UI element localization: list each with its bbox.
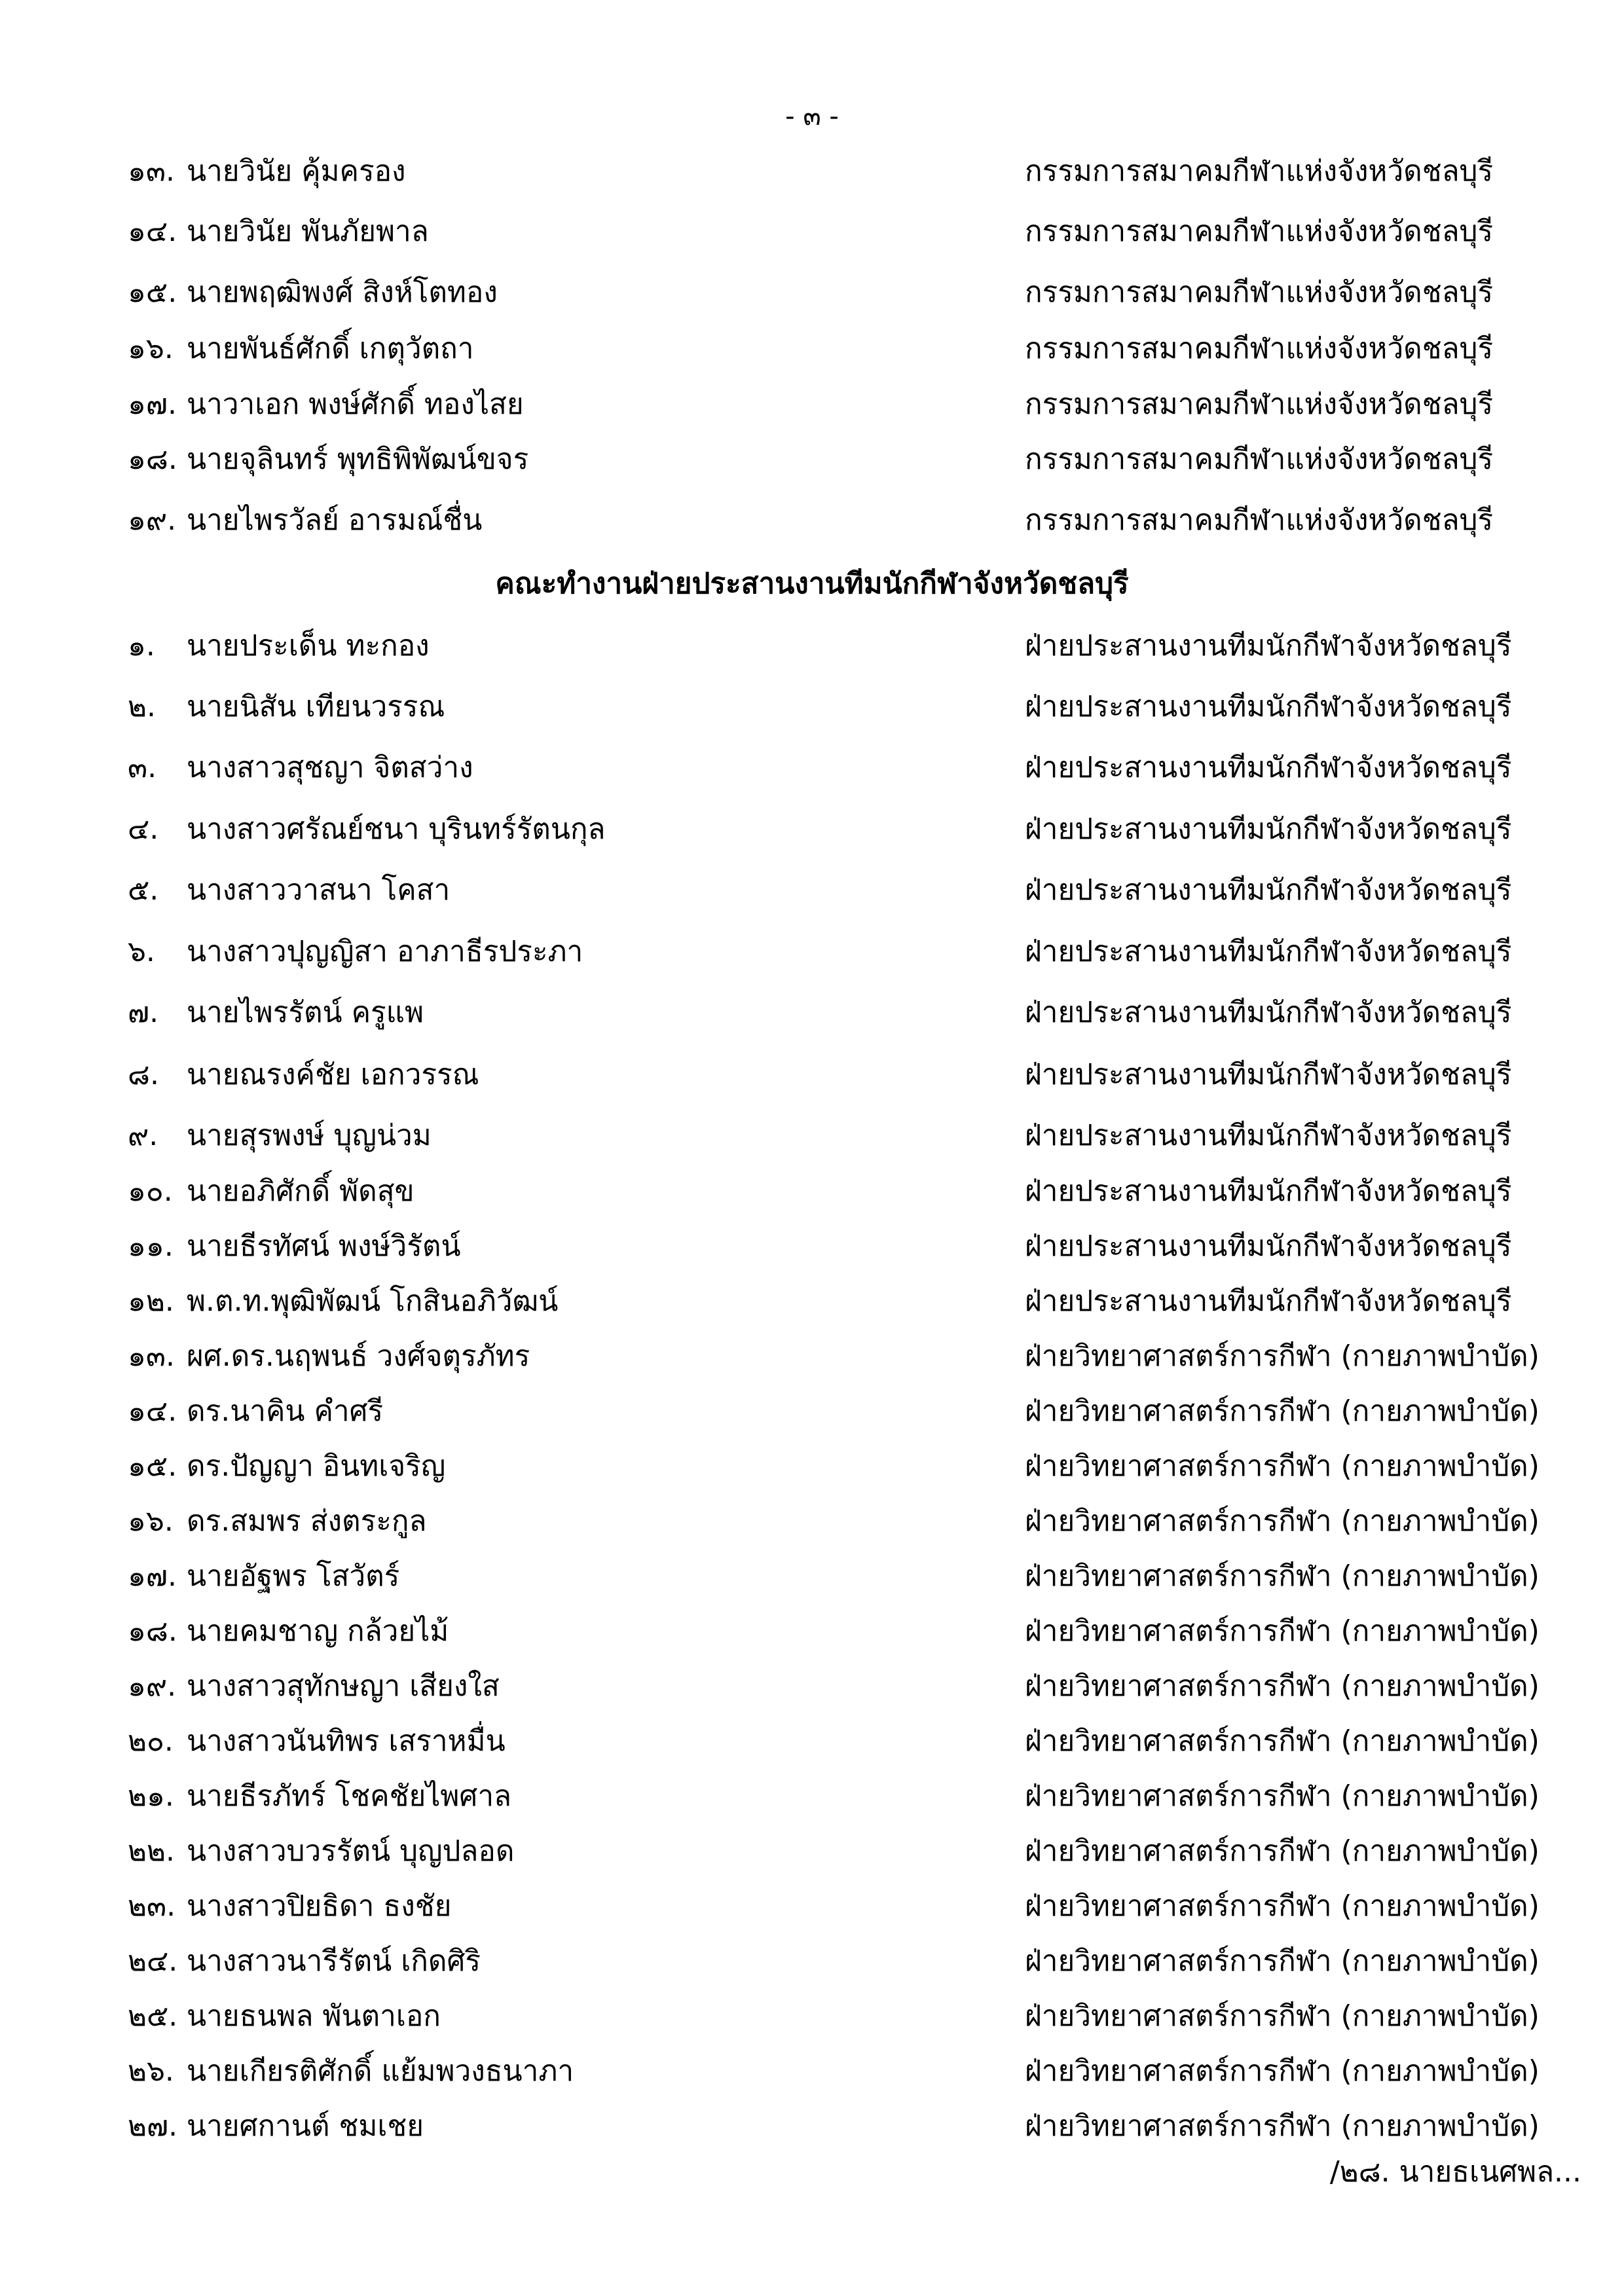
section-heading: คณะทำงานฝ่ายประสานงานทีมนักกีฬาจังหวัดชลบุรี (495, 567, 1129, 600)
item-number: ๑๘. (128, 443, 177, 476)
person-role: ฝ่ายวิทยาศาสตร์การกีฬา (กายภาพบำบัด) (1025, 1889, 1540, 1923)
item-number: ๒๓. (128, 1889, 176, 1923)
person-name: นางสาวปิยธิดา ธงชัย (187, 1889, 452, 1923)
item-number: ๘. (128, 1058, 159, 1091)
item-number: ๕. (128, 873, 159, 907)
item-number: ๑๓. (128, 155, 175, 188)
person-role: ฝ่ายประสานงานทีมนักกีฬาจังหวัดชลบุรี (1025, 1119, 1512, 1152)
list-item (0, 627, 1624, 666)
item-number: ๒๑. (128, 1779, 174, 1813)
list-item (0, 501, 1624, 540)
list-item (0, 1227, 1624, 1266)
person-role: กรรมการสมาคมกีฬาแห่งจังหวัดชลบุรี (1025, 443, 1494, 476)
page-number: - ๓ - (785, 101, 839, 132)
person-role: ฝ่ายประสานงานทีมนักกีฬาจังหวัดชลบุรี (1025, 935, 1512, 968)
list-item (0, 1447, 1624, 1486)
item-number: ๑๐. (128, 1175, 173, 1208)
item-number: ๑๕. (128, 1449, 177, 1483)
person-role: ฝ่ายวิทยาศาสตร์การกีฬา (กายภาพบำบัด) (1025, 1559, 1540, 1593)
person-name: นายสุรพงษ์ บุญน่วม (187, 1119, 432, 1152)
list-item (0, 329, 1624, 369)
person-role: กรรมการสมาคมกีฬาแห่งจังหวัดชลบุรี (1025, 276, 1494, 309)
list-item (0, 1172, 1624, 1211)
person-role: ฝ่ายประสานงานทีมนักกีฬาจังหวัดชลบุรี (1025, 812, 1512, 846)
person-role: ฝ่ายวิทยาศาสตร์การกีฬา (กายภาพบำบัด) (1025, 1339, 1540, 1373)
person-role: ฝ่ายวิทยาศาสตร์การกีฬา (กายภาพบำบัด) (1025, 1394, 1540, 1428)
item-number: ๒๕. (128, 1999, 178, 2033)
item-number: ๑๙. (128, 1669, 177, 1703)
item-number: ๑๘. (128, 1614, 177, 1648)
item-number: ๑๗. (128, 1559, 177, 1593)
person-role: ฝ่ายวิทยาศาสตร์การกีฬา (กายภาพบำบัด) (1025, 1779, 1540, 1813)
item-number: ๑๑. (128, 1230, 174, 1263)
list-item (0, 2052, 1624, 2091)
item-number: ๑๖. (128, 332, 174, 365)
person-role: ฝ่ายวิทยาศาสตร์การกีฬา (กายภาพบำบัด) (1025, 1724, 1540, 1758)
person-name: นางสาวสุชญา จิตสว่าง (187, 751, 473, 784)
item-number: ๙. (128, 1119, 158, 1152)
person-role: กรรมการสมาคมกีฬาแห่งจังหวัดชลบุรี (1025, 388, 1494, 421)
person-role: กรรมการสมาคมกีฬาแห่งจังหวัดชลบุรี (1025, 503, 1494, 537)
person-role: ฝ่ายวิทยาศาสตร์การกีฬา (กายภาพบำบัด) (1025, 2109, 1540, 2143)
list-item (0, 1942, 1624, 1981)
person-name: นายณรงค์ชัย เอกวรรณ (187, 1058, 479, 1091)
item-number: ๒๔. (128, 1944, 178, 1978)
list-item (0, 2107, 1624, 2146)
person-name: นายอัฐพร โสวัตร์ (187, 1559, 400, 1593)
person-name: นายประเด็น ทะกอง (187, 629, 430, 663)
list-item (0, 1392, 1624, 1431)
item-number: ๒๖. (128, 2054, 174, 2088)
person-name: นางสาววาสนา โคสา (187, 873, 451, 907)
list-item (0, 152, 1624, 191)
list-item (0, 1997, 1624, 2036)
person-name: ดร.ปัญญา อินทเจริญ (187, 1449, 446, 1483)
person-name: นายวินัย พันภัยพาล (187, 215, 429, 248)
person-role: ฝ่ายประสานงานทีมนักกีฬาจังหวัดชลบุรี (1025, 629, 1512, 663)
person-role: ฝ่ายวิทยาศาสตร์การกีฬา (กายภาพบำบัด) (1025, 1834, 1540, 1868)
person-role: ฝ่ายวิทยาศาสตร์การกีฬา (กายภาพบำบัด) (1025, 1999, 1540, 2033)
person-name: นายอภิศักดิ์ พัดสุข (187, 1175, 415, 1208)
list-item (0, 1055, 1624, 1095)
person-name: นายธนพล พันตาเอก (187, 1999, 441, 2033)
person-role: ฝ่ายประสานงานทีมนักกีฬาจังหวัดชลบุรี (1025, 996, 1512, 1029)
item-number: ๒. (128, 690, 156, 723)
person-name: นางสาวศรัณย์ชนา บุรินทร์รัตนกุล (187, 812, 606, 846)
person-name: นายศกานต์ ชมเชย (187, 2109, 424, 2143)
list-item (0, 1832, 1624, 1871)
item-number: ๑๗. (128, 388, 177, 421)
person-name: นางสาวบวรรัตน์ บุญปลอด (187, 1834, 515, 1868)
person-name: ดร.นาคิน คำศรี (187, 1394, 384, 1428)
list-item (0, 687, 1624, 727)
person-name: นายธีรทัศน์ พงษ์วิรัตน์ (187, 1230, 461, 1263)
list-item (0, 385, 1624, 424)
person-name: นายเกียรติศักดิ์ แย้มพวงธนาภา (187, 2054, 574, 2088)
person-name: นายธีรภัทร์ โชคชัยไพศาล (187, 1779, 511, 1813)
person-name: นายไพรรัตน์ ครูแพ (187, 996, 424, 1029)
list-item (0, 212, 1624, 251)
person-role: กรรมการสมาคมกีฬาแห่งจังหวัดชลบุรี (1025, 215, 1494, 248)
person-name: นายไพรวัลย์ อารมณ์ชื่น (187, 503, 483, 537)
item-number: ๑. (128, 629, 155, 663)
person-role: ฝ่ายประสานงานทีมนักกีฬาจังหวัดชลบุรี (1025, 690, 1512, 723)
person-name: นายคมชาญ กล้วยไม้ (187, 1614, 449, 1648)
person-role: ฝ่ายประสานงานทีมนักกีฬาจังหวัดชลบุรี (1025, 1175, 1512, 1208)
list-item (0, 810, 1624, 849)
item-number: ๑๔. (128, 1394, 177, 1428)
person-role: ฝ่ายประสานงานทีมนักกีฬาจังหวัดชลบุรี (1025, 1285, 1512, 1318)
person-name: นายจุลินทร์ พุทธิพิพัฒน์ขจร (187, 443, 529, 476)
list-item (0, 1612, 1624, 1651)
item-number: ๔. (128, 812, 159, 846)
list-item (0, 273, 1624, 312)
list-item (0, 1887, 1624, 1926)
person-name: นางสาวสุทักษญา เสียงใส (187, 1669, 500, 1703)
person-name: นางสาวปุญญิสา อาภาธีรประภา (187, 935, 583, 968)
item-number: ๒๗. (128, 2109, 178, 2143)
item-number: ๖. (128, 935, 155, 968)
person-role: ฝ่ายวิทยาศาสตร์การกีฬา (กายภาพบำบัด) (1025, 1449, 1540, 1483)
person-name: ดร.สมพร ส่งตระกูล (187, 1504, 427, 1538)
person-role: ฝ่ายวิทยาศาสตร์การกีฬา (กายภาพบำบัด) (1025, 1669, 1540, 1703)
list-item (0, 1667, 1624, 1706)
item-number: ๗. (128, 996, 159, 1029)
list-item (0, 440, 1624, 479)
person-name: นายนิสัน เทียนวรรณ (187, 690, 445, 723)
list-item (0, 1722, 1624, 1761)
person-role: ฝ่ายวิทยาศาสตร์การกีฬา (กายภาพบำบัด) (1025, 2054, 1540, 2088)
person-role: ฝ่ายประสานงานทีมนักกีฬาจังหวัดชลบุรี (1025, 873, 1512, 907)
list-item (0, 748, 1624, 788)
person-role: ฝ่ายประสานงานทีมนักกีฬาจังหวัดชลบุรี (1025, 751, 1512, 784)
person-role: ฝ่ายวิทยาศาสตร์การกีฬา (กายภาพบำบัด) (1025, 1504, 1540, 1538)
list-item (0, 1557, 1624, 1596)
person-role: ฝ่ายประสานงานทีมนักกีฬาจังหวัดชลบุรี (1025, 1058, 1512, 1091)
list-item (0, 1502, 1624, 1541)
item-number: ๑๒. (128, 1285, 174, 1318)
item-number: ๑๕. (128, 276, 177, 309)
person-role: กรรมการสมาคมกีฬาแห่งจังหวัดชลบุรี (1025, 332, 1494, 365)
list-item (0, 993, 1624, 1032)
item-number: ๑๙. (128, 503, 177, 537)
item-number: ๑๔. (128, 215, 177, 248)
person-name: นายวินัย คุ้มครอง (187, 155, 406, 188)
list-item (0, 871, 1624, 910)
person-name: นาวาเอก พงษ์ศักดิ์ ทองไสย (187, 388, 524, 421)
person-name: ผศ.ดร.นฤพนธ์ วงศ์จตุรภัทร (187, 1339, 530, 1373)
person-name: นางสาวนารีรัตน์ เกิดศิริ (187, 1944, 481, 1978)
page-continuation: /๒๘. นายธเนศพล... (1329, 2155, 1581, 2189)
list-item (0, 1282, 1624, 1321)
person-role: ฝ่ายประสานงานทีมนักกีฬาจังหวัดชลบุรี (1025, 1230, 1512, 1263)
person-role: ฝ่ายวิทยาศาสตร์การกีฬา (กายภาพบำบัด) (1025, 1944, 1540, 1978)
list-item (0, 1777, 1624, 1816)
item-number: ๒๒. (128, 1834, 175, 1868)
person-name: นางสาวนันทิพร เสราหมื่น (187, 1724, 506, 1758)
item-number: ๑๖. (128, 1504, 174, 1538)
person-name: นายพันธ์ศักดิ์ เกตุวัตถา (187, 332, 474, 365)
list-item (0, 1116, 1624, 1156)
person-role: กรรมการสมาคมกีฬาแห่งจังหวัดชลบุรี (1025, 155, 1494, 188)
item-number: ๑๓. (128, 1339, 175, 1373)
item-number: ๓. (128, 751, 157, 784)
person-name: พ.ต.ท.พุฒิพัฒน์ โกสินอภิวัฒน์ (187, 1285, 559, 1318)
person-role: ฝ่ายวิทยาศาสตร์การกีฬา (กายภาพบำบัด) (1025, 1614, 1540, 1648)
list-item (0, 1337, 1624, 1376)
person-name: นายพฤฒิพงศ์ สิงห์โตทอง (187, 276, 498, 309)
item-number: ๒๐. (128, 1724, 174, 1758)
list-item (0, 932, 1624, 972)
